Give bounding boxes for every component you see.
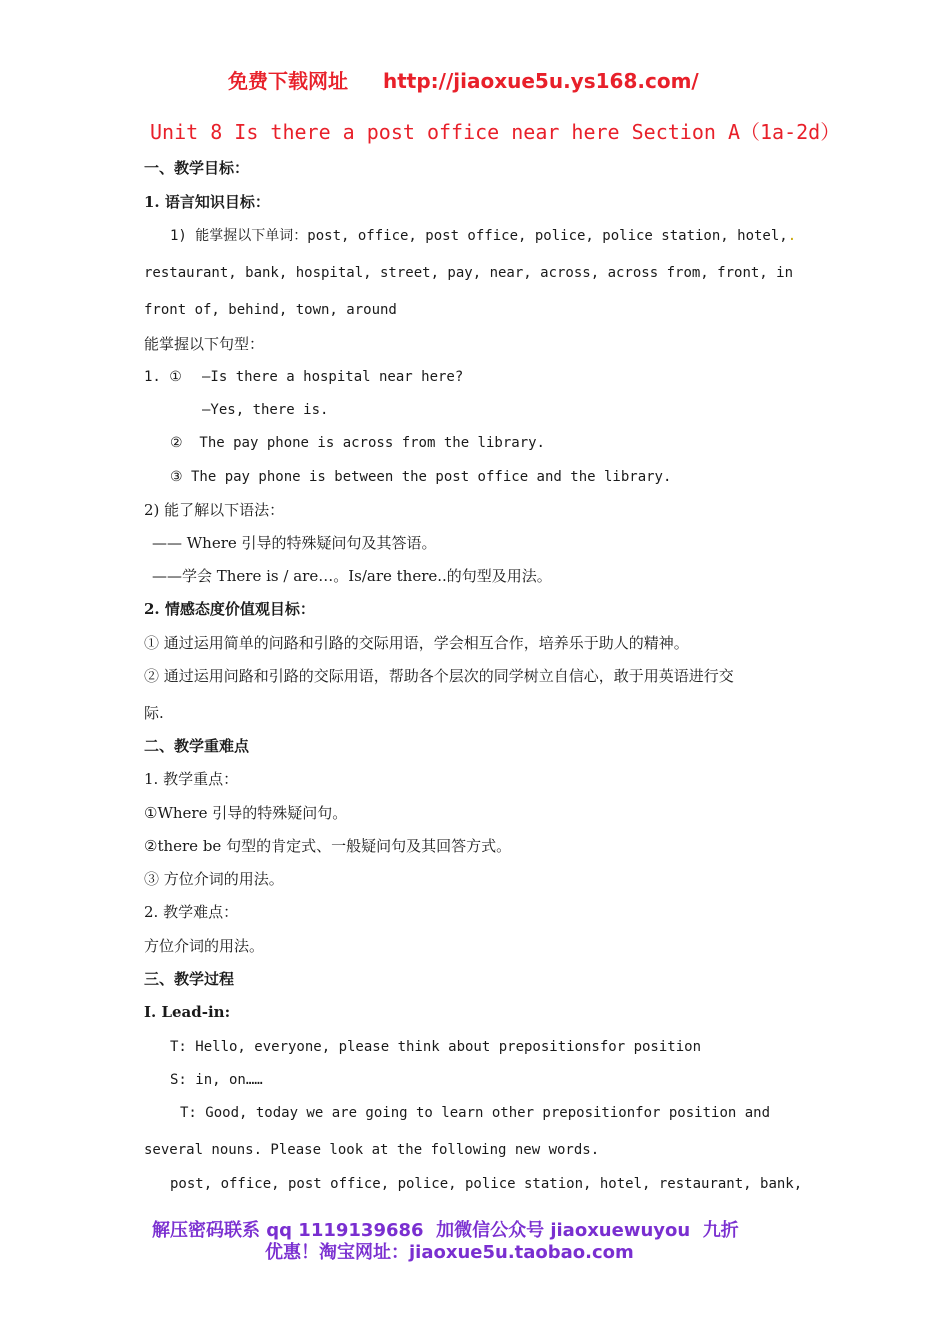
patterns-intro: 能掌握以下句型： xyxy=(144,335,265,353)
footer-line2: 优惠！淘宝网址：jiaoxue5u.taobao.com xyxy=(265,1242,634,1263)
grammar-intro: 2) 能了解以下语法： xyxy=(144,501,285,519)
difficult-points-title: 2. 教学难点： xyxy=(144,903,239,921)
pattern1-question: —Is there a hospital near here? xyxy=(202,369,464,385)
pattern2: ② The pay phone is across from the library. xyxy=(170,435,545,451)
attitude-item2-line1: ② 通过运用问路和引路的交际用语，帮助各个层次的同学树立自信心，敢于用英语进行交 xyxy=(144,667,734,685)
attitude-item2-line2: 际. xyxy=(144,704,164,722)
footer-line1: 解压密码联系 qq 1119139686 加微信公众号 jiaoxuewuyou 九折 xyxy=(152,1220,739,1241)
grammar-item1: —— Where 引导的特殊疑问句及其答语。 xyxy=(152,534,437,552)
section3-heading: 三、教学过程 xyxy=(144,970,235,988)
key-point2: ②there be 句型的肯定式、一般疑问句及其回答方式。 xyxy=(144,837,512,855)
teacher-line2-part1: T: Good, today we are going to learn other prepositionfor position and xyxy=(180,1105,771,1121)
header-label: 免费下载网址 xyxy=(228,69,348,93)
grammar-item2: ——学会 There is / are…。Is/are there..的句型及用法。 xyxy=(152,567,552,585)
section1-heading: 一、教学目标： xyxy=(144,159,250,177)
teacher-line2-part2: several nouns. Please look at the following new words. xyxy=(144,1142,600,1158)
teacher-line1: T: Hello, everyone, please think about prepositionsfor position xyxy=(170,1039,702,1055)
key-points-title: 1. 教学重点： xyxy=(144,770,239,788)
vocab-intro: 1) 能掌握以下单词：post, office, post office, police, police station, hotel,. xyxy=(170,228,797,244)
header-url-link[interactable]: http://jiaoxue5u.ys168.com/ xyxy=(383,69,699,93)
attitude-item1: ① 通过运用简单的问路和引路的交际用语，学会相互合作，培养乐于助人的精神。 xyxy=(144,634,689,652)
key-point1: ①Where 引导的特殊疑问句。 xyxy=(144,804,348,822)
vocab-line3: front of, behind, town, around xyxy=(144,302,397,318)
section1-sub2: 2. 情感态度价值观目标： xyxy=(144,600,315,618)
difficult-point1: 方位介词的用法。 xyxy=(144,937,265,955)
pattern3: ③ The pay phone is between the post office and the library. xyxy=(170,469,672,485)
key-point3: ③ 方位介词的用法。 xyxy=(144,870,284,888)
vocab-line2: restaurant, bank, hospital, street, pay, near, across, across from, front, in xyxy=(144,265,794,281)
section1-sub1: 1. 语言知识目标： xyxy=(144,193,270,211)
pattern1-number: 1. ① xyxy=(144,369,182,385)
pattern1-answer: —Yes, there is. xyxy=(202,402,329,418)
document-title: Unit 8 Is there a post office near here Section A（1a-2d） xyxy=(150,120,841,144)
section2-heading: 二、教学重难点 xyxy=(144,737,250,755)
student-line1: S: in, on…… xyxy=(170,1072,263,1088)
words-list: post, office, post office, police, police station, hotel, restaurant, bank, xyxy=(170,1176,803,1192)
leadin-heading: Ⅰ. Lead-in: xyxy=(144,1003,231,1021)
